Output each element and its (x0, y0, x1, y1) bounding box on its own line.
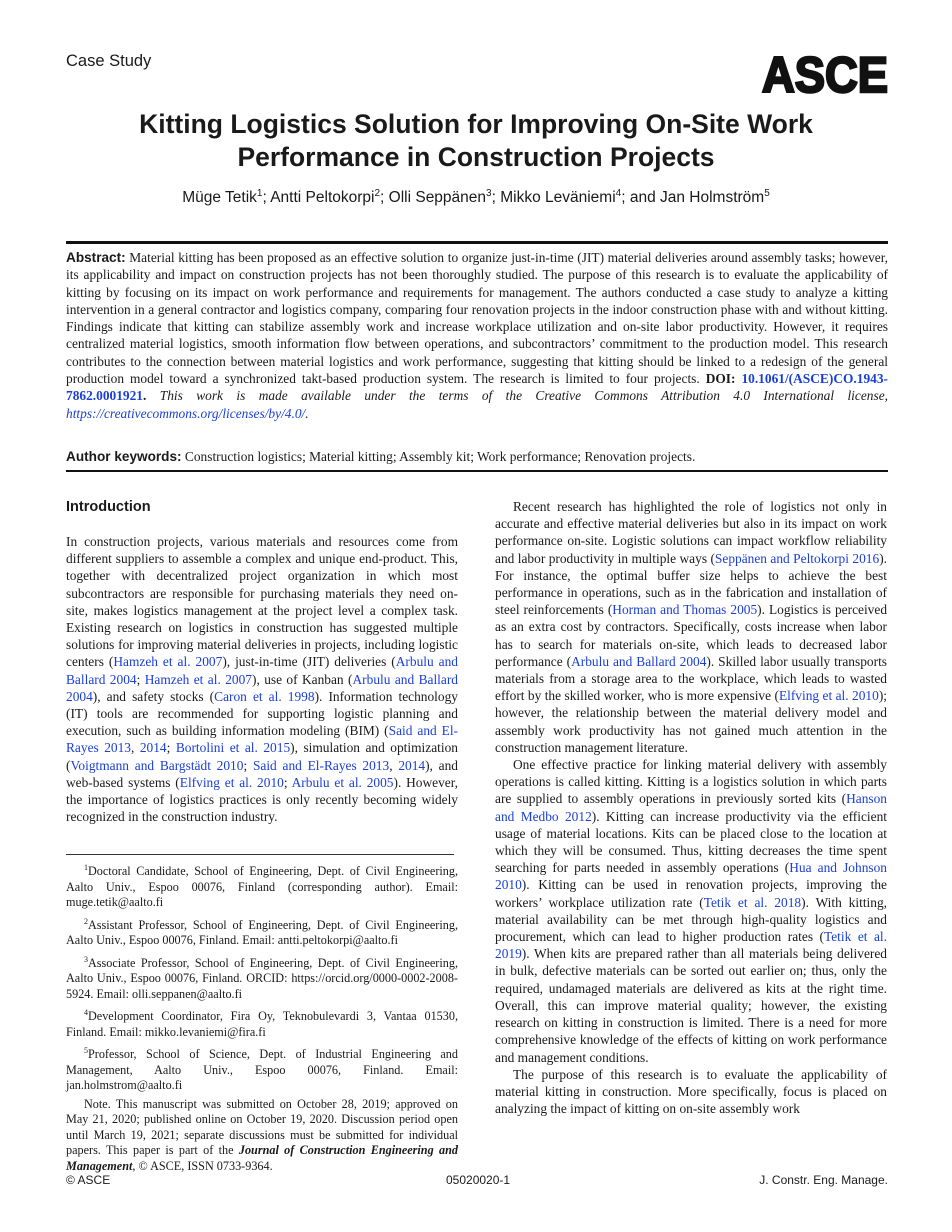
citation-link[interactable]: Said and El-Rayes 2013 (252, 757, 390, 773)
citation-link[interactable]: Hamzeh et al. 2007 (113, 654, 223, 670)
citation-link[interactable]: 2014 (398, 757, 426, 773)
footnote-text: Associate Professor, School of Engineering, Dept. of Civil Engineering, Aalto Univ., Espoo 00076, Finland. ORCID: https://orcid.org/0000-0002-2008-5924. Email: olli.seppanen@aalto.fi (66, 955, 458, 1001)
footnote-number: 2 (84, 916, 88, 926)
footer-journal: J. Constr. Eng. Manage. (759, 1173, 888, 1187)
paragraph-text: ), and safety stocks ( (92, 688, 215, 704)
paragraph-text: , (389, 757, 399, 773)
footnote (66, 860, 458, 911)
author-name: Olli Seppänen (388, 189, 487, 207)
citation-link[interactable]: Elfving et al. 2010 (778, 688, 879, 704)
footnote (66, 952, 458, 1003)
paragraph-text: ; (283, 774, 292, 790)
footnote-text: Development Coordinator, Fira Oy, Teknobulevardi 3, Vantaa 01530, Finland. Email: mikko.levaniemi@fira.fi (66, 1009, 458, 1039)
paragraph-text: ), and web-based systems ( (66, 757, 458, 790)
footer-copyright: © ASCE (66, 1173, 111, 1187)
body-paragraph (495, 756, 887, 1066)
paragraph-text: ); however, the relationship between the material delivery model and assembly work productivity has not gained much attention in the construction management literature. (495, 688, 887, 755)
author-separator: ; and (621, 189, 660, 207)
citation-link[interactable]: Seppänen and Peltokorpi 2016 (714, 550, 880, 566)
abstract-bottom-rule (66, 470, 888, 472)
footnote-number: 3 (84, 954, 88, 964)
author-name: Müge Tetik (182, 189, 257, 207)
footnote (66, 1005, 458, 1040)
note-text: Note. This manuscript was submitted on October 28, 2019; approved on May 21, 2020; published online on October 19, 2020. Discussion period open until March 19, 2021; separate discussions must be submitted for individual papers. This paper is part of the (66, 1096, 458, 1158)
paragraph-text: ). However, the importance of logistics practices is only recently becoming widely recognized in the construction industry. (66, 774, 458, 825)
footnote-number: 5 (84, 1046, 88, 1056)
footnote-text: Assistant Professor, School of Engineering, Dept. of Civil Engineering, Aalto Univ., Espoo 00076, Finland. Email: antti.peltokorpi@aalto.fi (66, 917, 458, 948)
author-affiliation-number: 1 (256, 188, 263, 199)
paragraph-text: ; (136, 671, 145, 687)
abstract-label: Abstract: (66, 250, 126, 265)
footnote-rule (66, 854, 454, 855)
paper-title: Kitting Logistics Solution for Improving On-Site Work Performance in Construction Projects (139, 109, 813, 172)
paragraph-text: ). For instance, the optimal buffer size helps to achieve the best performance in operations, such as in the fabrication and installation of steel reinforcements ( (495, 550, 887, 618)
abstract (66, 249, 888, 422)
journal-name: Journal of Construction Engineering and Management (66, 1143, 458, 1173)
body-paragraph (495, 498, 887, 756)
author-affiliation-number: 3 (486, 188, 492, 199)
keywords-label: Author keywords: (66, 449, 182, 464)
citation-link[interactable]: Hamzeh et al. 2007 (144, 671, 252, 687)
author-separator: ; (262, 189, 271, 207)
citation-link[interactable]: Tetik et al. 2018 (703, 894, 802, 910)
paragraph-text: ). Information technology (IT) tools are recommended for supporting logistic planning and execution, such as building information modeling (BIM) ( (66, 688, 458, 739)
paragraph-text: ), use of Kanban ( (251, 671, 353, 687)
footnotes (66, 860, 458, 1177)
paragraph-text: The purpose of this research is to evaluate the applicability of material kitting in construction. More specifically, focus is placed on analyzing the impact of kitting on on-site assembly work (495, 1066, 887, 1117)
author-list (60, 188, 892, 207)
author-name: Antti Peltokorpi (270, 189, 375, 207)
citation-link[interactable]: Horman and Thomas 2005 (612, 602, 758, 618)
author-keywords (66, 448, 888, 465)
keywords-text: Construction logistics; Material kitting; Assembly kit; Work performance; Renovation projects. (181, 449, 696, 464)
abstract-text: Material kitting has been proposed as an effective solution to organize just-in-time (JIT) material deliveries around assembly tasks; however, its applicability and impact on construction projects has not been thoroughly studied. The purpose of this research is to evaluate the applicability of kitting by focusing on its impact on work performance and requirements for management. The authors conducted a case study to analyze a kitting intervention in a general contractor and logistics company, comparing four renovation projects in the indoor construction phase with and without kitting. Findings indicate that kitting can stabilize assembly work and increase workplace utilization and on-site labor productivity. However, it requires centralized material logistics, smooth information flow between operations, and subcontractors’ commitment to the production model. This research contributes to the connection between material logistics and work performance, suggesting that kitting should be linked to a redesign of the general production model toward a synchronized takt-based production system. The research is limited to four projects. (66, 250, 888, 387)
citation-link[interactable]: Arbulu and Ballard 2004 (66, 654, 458, 687)
paragraph-text: , (131, 740, 140, 756)
article-type: Case Study (66, 52, 152, 70)
author-separator: ; (491, 189, 501, 207)
footnote-text: Professor, School of Science, Dept. of Industrial Engineering and Management, Aalto Univ., Espoo 00076, Finland. Email: jan.holmstrom@aalto.fi (66, 1047, 458, 1093)
body-paragraph (66, 533, 458, 825)
citation-link[interactable]: Hua and Johnson 2010 (495, 860, 887, 893)
citation-link[interactable]: Caron et al. 1998 (214, 688, 315, 704)
paragraph-text: ). Kitting can increase productivity via the efficient usage of material locations. Kits can be placed close to the location at which they will be consumed. Thus, kitting decreases the time spent searching for parts needed in assembly operations ( (495, 808, 887, 876)
abstract-top-rule (66, 241, 888, 244)
paragraph-text: One effective practice for linking material delivery with assembly operations is called kitting. Kitting is a logistics solution in which parts are supplied to assembly operations in previously sorted kits ( (495, 757, 887, 807)
author-name: Mikko Leväniemi (500, 189, 616, 207)
author-name: Jan Holmström (660, 189, 765, 207)
footnote-number: 4 (84, 1008, 88, 1018)
doi-link[interactable]: 10.1061/(ASCE)CO.1943-7862.0001921 (66, 371, 888, 404)
paragraph-text: ), just-in-time (JIT) deliveries ( (222, 654, 396, 670)
doi-period: . (143, 388, 147, 404)
citation-link[interactable]: Hanson and Medbo 2012 (495, 791, 887, 824)
paragraph-text: ; (166, 740, 176, 756)
citation-link[interactable]: Said and El-Rayes 2013 (66, 723, 458, 756)
footer-page-id: 05020020-1 (446, 1173, 511, 1187)
author-affiliation-number: 2 (374, 188, 381, 199)
license-period: . (305, 405, 309, 421)
asce-logo (760, 50, 890, 96)
section-heading-introduction: Introduction (66, 499, 151, 515)
paragraph-text: ), simulation and optimization ( (66, 740, 458, 773)
citation-link[interactable]: Voigtmann and Bargstädt 2010 (70, 757, 244, 773)
paragraph-text: Recent research has highlighted the role of logistics not only in accurate and effective material deliveries but also in its impact on work performance on-site. Logistic solutions can impact workflow reliability and labor productivity in multiple ways ( (495, 499, 887, 566)
citation-link[interactable]: Bortolini et al. 2015 (175, 740, 291, 756)
citation-link[interactable]: Arbulu and Ballard 2004 (66, 671, 458, 704)
right-column (495, 498, 887, 1117)
paragraph-text: ; (243, 757, 253, 773)
author-affiliation-number: 5 (764, 188, 770, 199)
body-paragraph (495, 1066, 887, 1118)
paragraph-text: ). With kitting, material availability can be met through high-quality logistics and procurement, which can lead to higher production rates ( (495, 894, 887, 945)
paragraph-text: ). Skilled labor usually transports materials from a storage area to the workplace, which leads to wasted effort by the skilled worker, who is more expensive ( (495, 653, 887, 704)
paragraph-text: ). Kitting can be used in renovation projects, improving the workers’ workplace utilization rate ( (495, 877, 887, 910)
note-end: , © ASCE, ISSN 0733-9364. (132, 1158, 273, 1173)
citation-link[interactable]: Arbulu and Ballard 2004 (571, 653, 707, 669)
left-column (66, 498, 458, 825)
doi-label: DOI: (705, 371, 742, 387)
citation-link[interactable]: Elfving et al. 2010 (179, 774, 284, 790)
footnote-text: Doctoral Candidate, School of Engineering, Dept. of Civil Engineering, Aalto Univ., Espoo 00076, Finland (corresponding author). Email: muge.tetik@aalto.fi (66, 864, 458, 910)
footnote-number: 1 (84, 863, 88, 872)
manuscript-note (66, 1097, 458, 1175)
paragraph-text: In construction projects, various materials and resources come from different suppliers to assemble a complex and unique end-product. This, together with decentralized project organization in which most subcontractors are responsible for purchasing materials they need on-site, makes logistics management at the project level a complex task. Existing research on logistics in construction has suggested multiple solutions for improving material deliveries in projects, including logistic centers ( (66, 534, 458, 670)
footnote (66, 914, 458, 949)
citation-link[interactable]: Arbulu et al. 2005 (291, 774, 394, 790)
license-text: This work is made available under the terms of the Creative Commons Attribution 4.0 International license, (146, 388, 888, 404)
footnote (66, 1043, 458, 1094)
author-separator: ; (380, 189, 389, 207)
citation-link[interactable]: Tetik et al. 2019 (495, 929, 887, 962)
asce-logo-text: ASCE (762, 50, 888, 96)
citation-link[interactable]: 2014 (139, 740, 167, 756)
author-affiliation-number: 4 (615, 188, 622, 199)
license-link[interactable]: https://creativecommons.org/licenses/by/4.0/ (66, 405, 306, 421)
paragraph-text: ). Logistics is perceived as an extra cost by contractors. Specifically, costs increase when labor has to search for materials on-site, which leads to decreased labor performance ( (495, 602, 888, 669)
paragraph-text: ). When kits are prepared rather than all materials being delivered in bulk, defective materials can be sorted out earlier on; thus, only the required, undamaged materials are delivered as kits at the right time. Overall, this can improve material quality; however, the existing research on kitting in construction is limited. There is a need for more comprehensive knowledge of the effects of kitting on work performance and management conditions. (495, 946, 887, 1065)
